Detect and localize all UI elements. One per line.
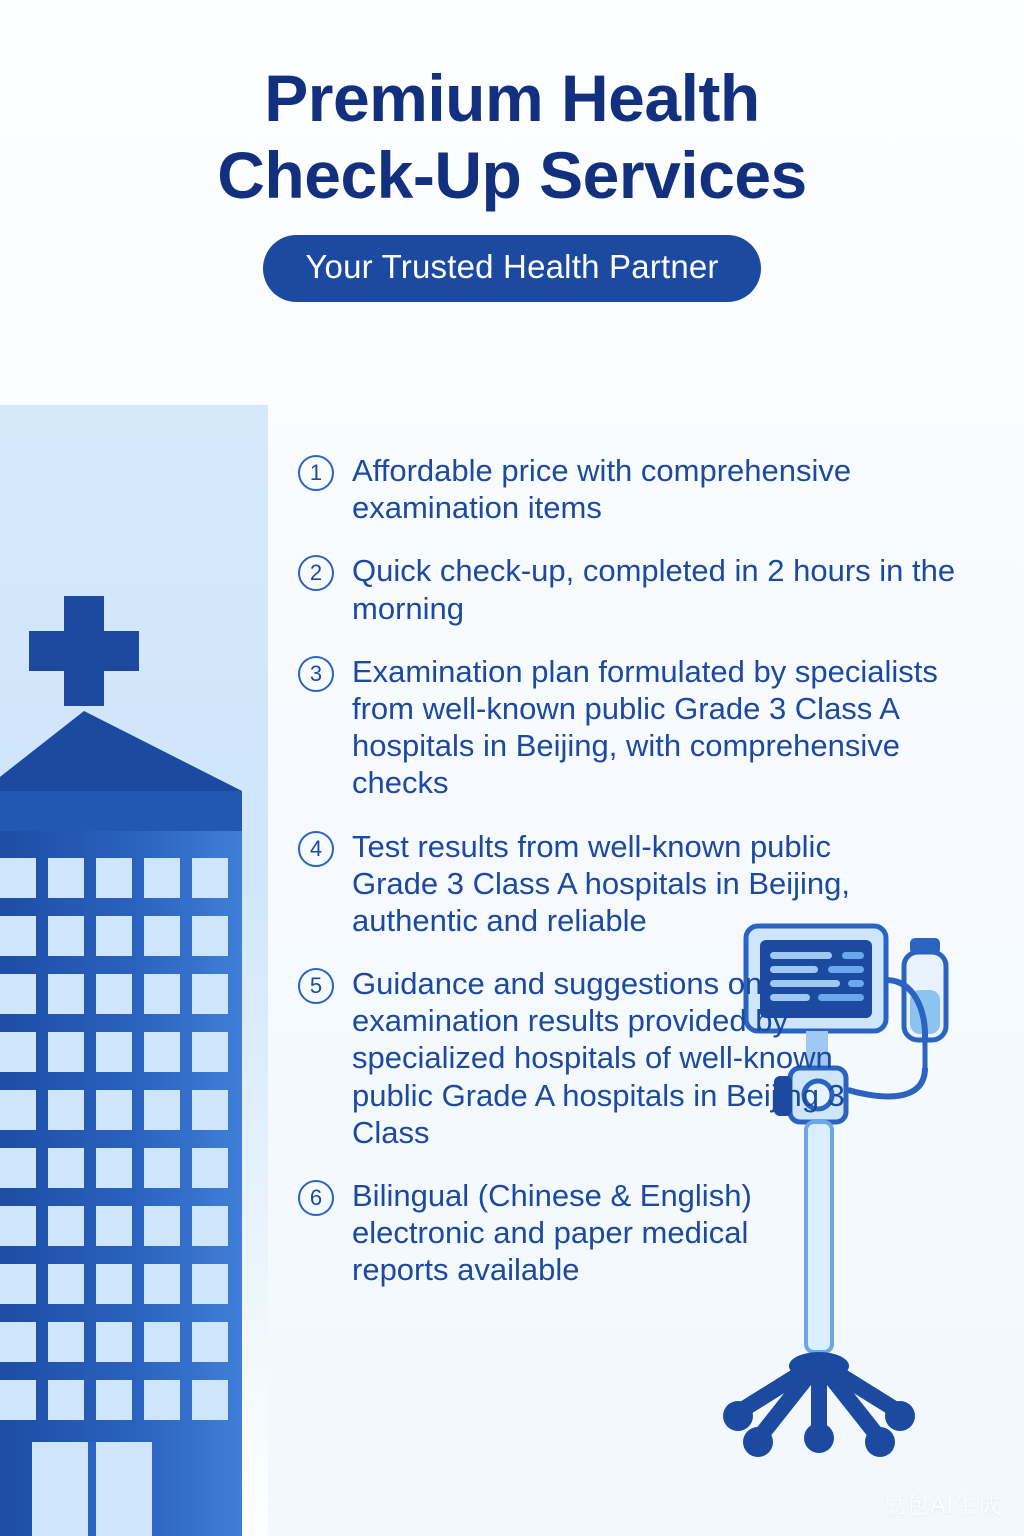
medical-cross-icon [29,596,139,706]
header [0,60,1024,302]
watermark: 豆包AI生成 [882,1492,1002,1518]
iv-base-icon [723,1352,915,1457]
list-item-number: 5 [298,968,334,1004]
subtitle-container [0,235,1024,302]
list-item-number: 2 [298,555,334,591]
list-item-text: Affordable price with comprehensive examination items [352,453,852,526]
list-item-text: Quick check-up, completed in 2 hours in the morning [352,553,956,626]
title-line-1: Premium Health [264,61,760,135]
list-item-number: 3 [298,656,334,692]
list-item [298,1177,978,1289]
list-item-text: Guidance and suggestions on examination results provided by specialized hospitals of well-known public Grade A hospitals in Beijing 3 Class [352,966,845,1150]
list-item [298,653,978,802]
list-item [298,965,978,1151]
list-item-number: 1 [298,455,334,491]
page-title [0,60,1024,213]
list-item-number: 6 [298,1180,334,1216]
list-item-number: 4 [298,831,334,867]
hospital-building-icon [0,576,268,1536]
list-item-text: Bilingual (Chinese & English) electronic and paper medical reports available [352,1178,752,1288]
feature-list [298,452,978,1315]
list-item [298,828,978,940]
list-item [298,552,978,626]
building-panel [0,405,268,1536]
list-item-text: Examination plan formulated by specialists from well-known public Grade 3 Class A hospitals in Beijing, with comprehensive checks [352,653,938,801]
title-line-2: Check-Up Services [217,137,807,212]
list-item-text: Test results from well-known public Grade 3 Class A hospitals in Beijing, authentic and reliable [352,828,850,938]
subtitle-badge: Your Trusted Health Partner [263,235,760,302]
list-item [298,452,978,526]
